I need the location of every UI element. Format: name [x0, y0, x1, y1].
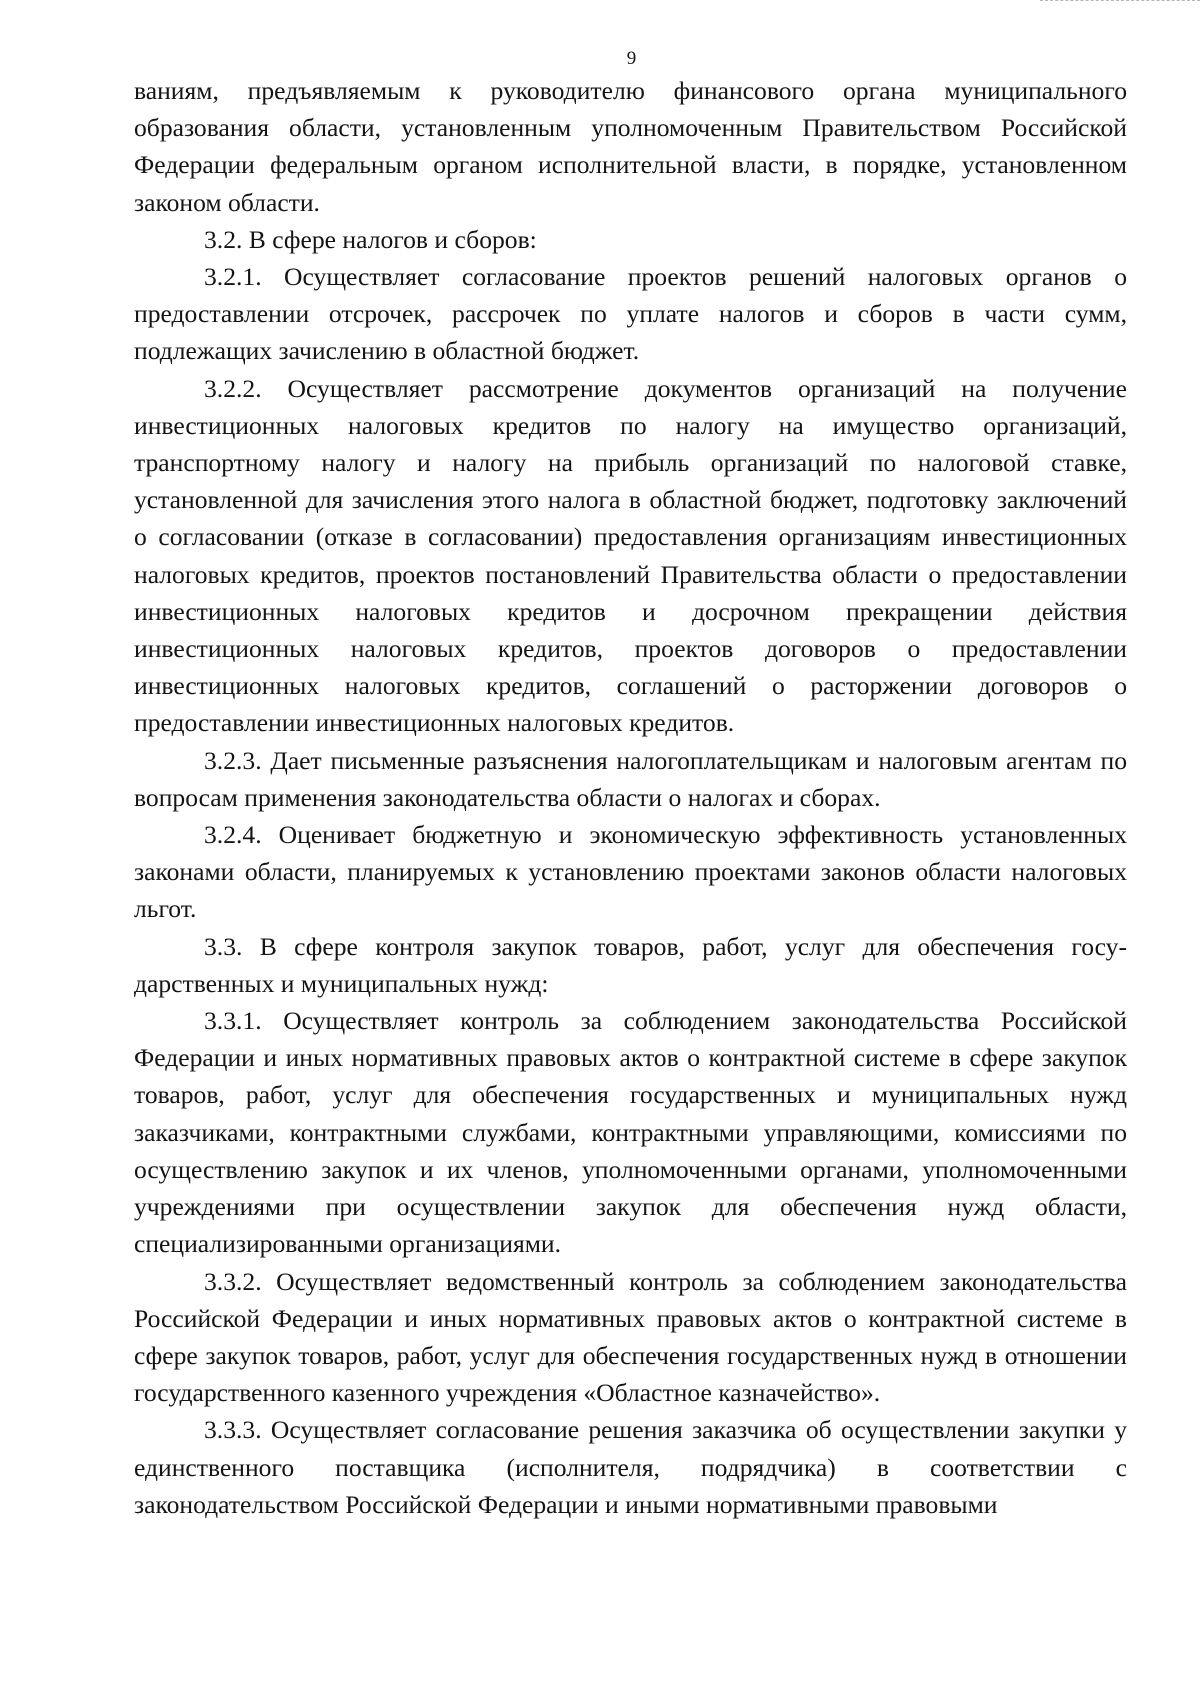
paragraph-3-3: 3.3. В сфере контроля закупок товаров, работ, услуг для обеспечения государственных и муниципальных нужд: [134, 931, 1127, 998]
document-body [134, 72, 1127, 1523]
page-number: 9 [626, 48, 637, 69]
paragraph-3-3-3: 3.3.3. Осуществляет согласование решения заказчика об осуществлении закупки у единственного поставщика (исполнителя, подрядчика) в соответствии с законодательством Российской Федерации и иными нормативными правовыми [134, 1415, 1127, 1519]
paragraph-continuation: ваниям, предъявляемым к руководителю финансового органа муниципального образования области, установленным уполномоченным Правительством Российской Федерации федеральным органом исполнительной власти, в порядке, установленном законом области. [134, 76, 1127, 217]
paragraph-3-2-2: 3.2.2. Осуществляет рассмотрение документов организаций на получение инвестиционных налоговых кредитов по налогу на имущество организаций, транспортному налогу и налогу на прибыль организаций по налоговой ставке, установленной для зачисления этого налога в областной бюджет, подготовку заключений о согласовании (отказе в согласовании) предоставления организациям инвестиционных налоговых кредитов, проектов постановлений Правительства области о предоставлении инвестиционных налоговых кредитов и досрочном прекращении действия инвестиционных налоговых кредитов, проектов договоров о предоставлении инвестиционных налоговых кредитов, соглашений о расторжении договоров о предоставлении инвестиционных налоговых кредитов. [134, 373, 1127, 738]
paragraph-3-3-1: 3.3.1. Осуществляет контроль за соблюдением законодательства Российской Федерации и иных нормативных правовых актов о контрактной системе в сфере закупок товаров, работ, услуг для обеспечения государственных и муниципальных нужд заказчиками, контрактными службами, контрактными управляющими, комиссиями по осуществлению закупок и их членов, уполномоченными органами, уполномоченными учреждениями при осуществлении закупок для обеспечения нужд области, специализированными организациями. [134, 1006, 1127, 1259]
paragraph-3-3-2: 3.3.2. Осуществляет ведомственный контроль за соблюдением законодательства Российской Федерации и иных нормативных правовых актов о контрактной системе в сфере закупок товаров, работ, услуг для обеспечения государственных нужд в отношении государственного казенного учреждения «Областное казначейство». [134, 1266, 1127, 1408]
scan-edge-mark [1040, 0, 1200, 7]
paragraph-3-2-4: 3.2.4. Оценивает бюджетную и экономическую эффективность установленных законами области, планируемых к установлению проектами законов области налоговых льгот. [134, 820, 1127, 924]
paragraph-3-2-3: 3.2.3. Дает письменные разъяснения налогоплательщикам и налоговым агентам по вопросам применения законодательства области о налогах и сборах. [134, 745, 1127, 812]
paragraph-3-2: 3.2. В сфере налогов и сборов: [204, 224, 537, 254]
paragraph-3-2-1: 3.2.1. Осуществляет согласование проектов решений налоговых органов о предоставлении отсрочек, рассрочек по уплате налогов и сборов в части сумм, подлежащих зачислению в областной бюджет. [134, 262, 1127, 366]
